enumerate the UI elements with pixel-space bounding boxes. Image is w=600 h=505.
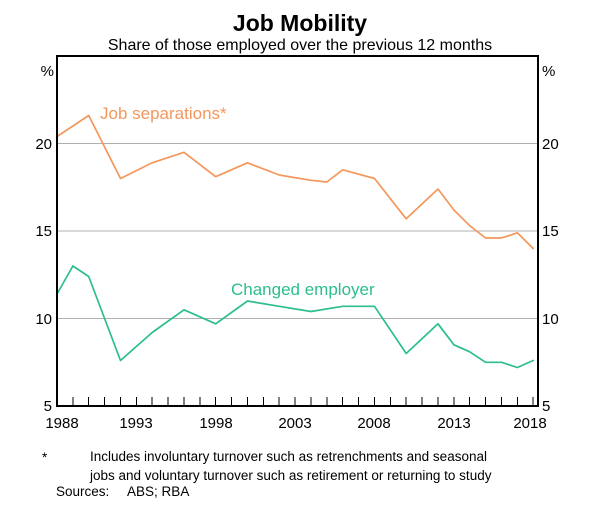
x-tick-label: 2018 [513, 415, 547, 432]
y-tick-label-left: 20 [35, 136, 52, 153]
chart-title: Job Mobility [232, 10, 368, 36]
series-label-changed-employer: Changed employer [231, 280, 375, 299]
x-axis-ticks [57, 397, 533, 406]
x-tick-label: 2013 [437, 415, 471, 432]
x-tick-label: 2003 [278, 415, 312, 432]
y-tick-label-right: 15 [542, 223, 559, 240]
footnote-text [90, 447, 570, 485]
x-tick-label: 2008 [357, 415, 391, 432]
y-tick-label-right: 10 [542, 311, 559, 328]
y-axis-unit-left: % [40, 63, 54, 80]
x-tick-label: 1993 [119, 415, 153, 432]
x-tick-label: 1998 [199, 415, 233, 432]
footnote-line: jobs and voluntary turnover such as retirement or returning to study [90, 468, 492, 483]
series-label-job-separations: Job separations* [100, 104, 227, 123]
footnote-line: Includes involuntary turnover such as retrenchments and seasonal [90, 449, 487, 464]
chart-subtitle: Share of those employed over the previous 12 months [107, 37, 493, 54]
y-axis-unit-right: % [542, 63, 556, 80]
y-tick-label-left: 15 [35, 223, 52, 240]
series-line-0 [57, 116, 533, 249]
series-lines [57, 116, 533, 368]
y-tick-label-left: 5 [43, 398, 52, 415]
y-tick-label-left: 10 [35, 311, 52, 328]
sources-label: Sources: [56, 484, 110, 499]
footnote-marker: * [42, 450, 48, 465]
sources-value: ABS; RBA [127, 484, 190, 499]
y-tick-label-right: 20 [542, 136, 559, 153]
y-tick-label-right: 5 [542, 398, 551, 415]
x-tick-label: 1988 [45, 415, 79, 432]
sources [56, 484, 189, 499]
